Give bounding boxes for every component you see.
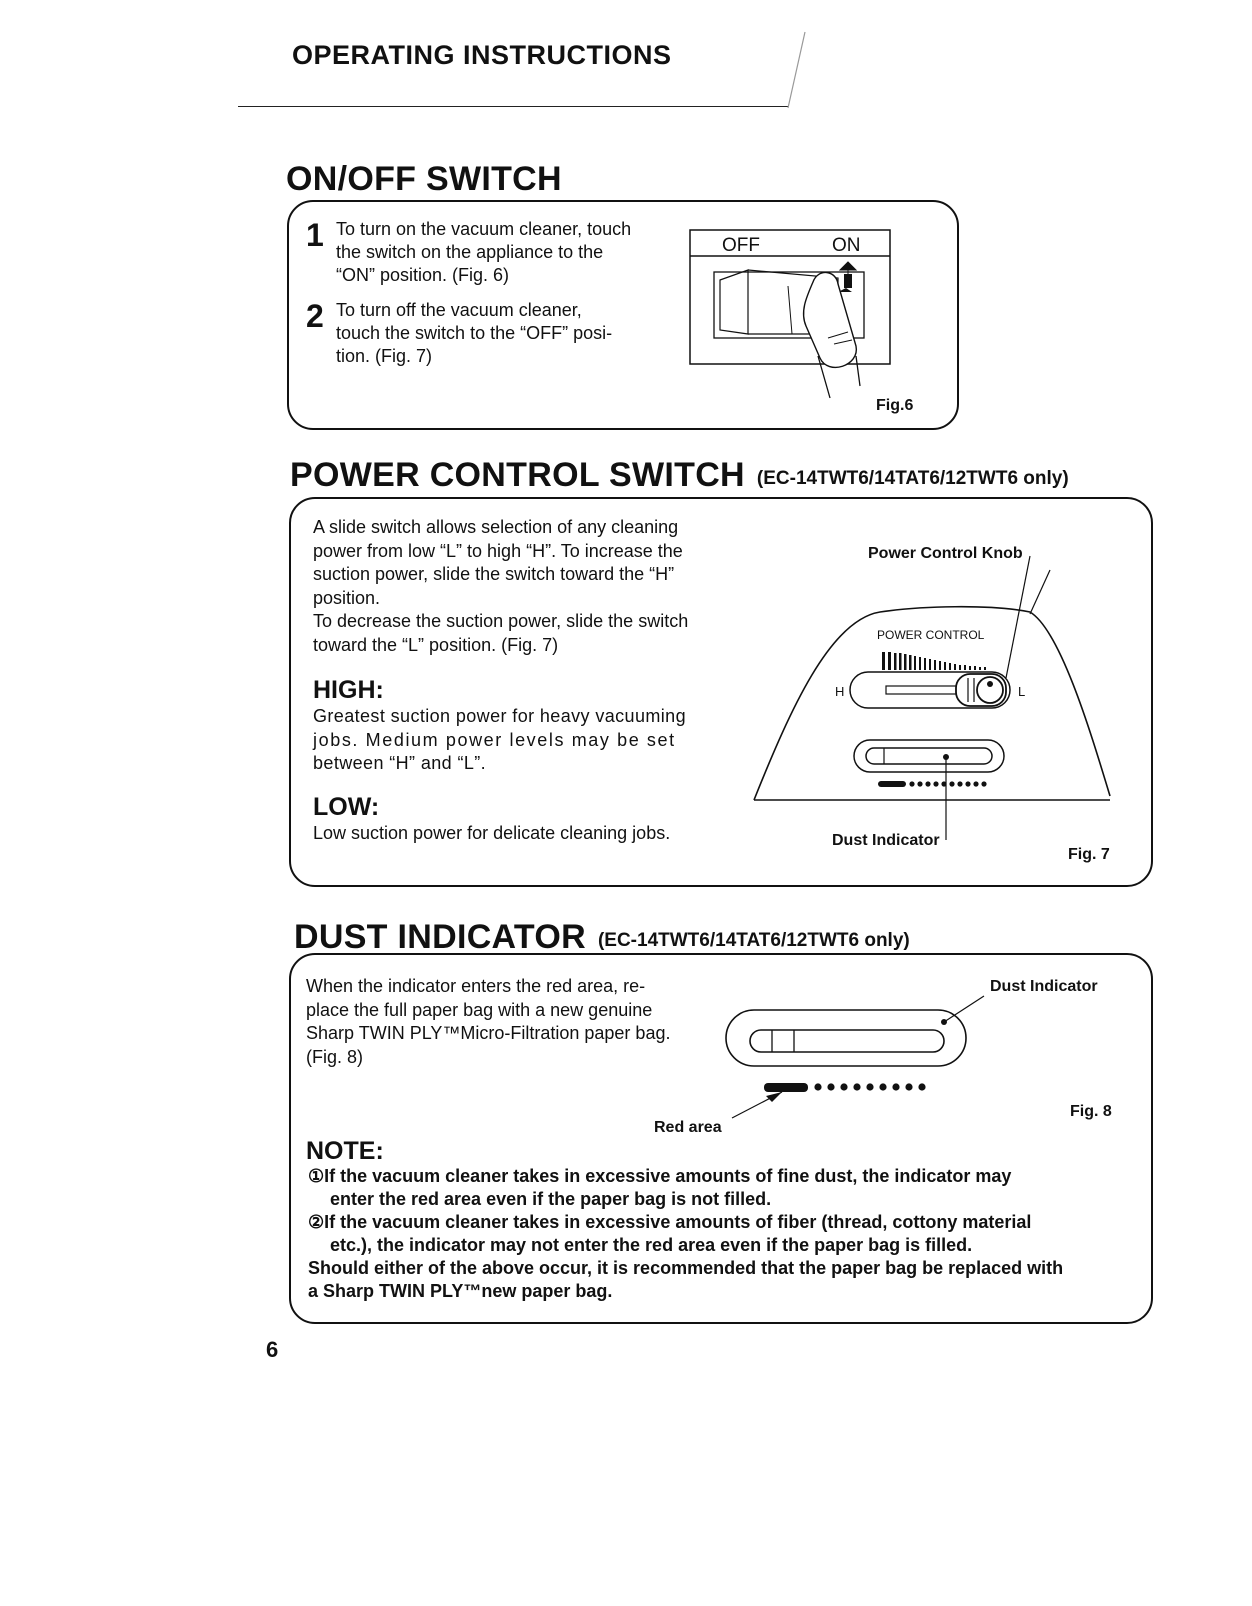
power-intro-line: position.	[313, 587, 381, 608]
fig7-power-control-illustration	[750, 560, 1120, 830]
power-heading-note: (EC-14TWT6/14TAT6/12TWT6 only)	[756, 468, 1069, 489]
power-intro-line: toward the “L” position. (Fig. 7)	[313, 634, 559, 655]
power-heading	[290, 456, 1069, 495]
note-line: Should either of the above occur, it is recommended that the paper bag be replaced with	[308, 1258, 1064, 1278]
power-l-label: L	[1018, 684, 1026, 699]
onoff-step1-line: “ON” position. (Fig. 6)	[336, 265, 510, 285]
fig7-dust-dots	[909, 781, 986, 786]
fig7-dust-label: Dust Indicator	[832, 832, 940, 849]
power-intro-line: power from low “L” to high “H”. To increase the	[313, 540, 683, 561]
power-panel-label: POWER CONTROL	[877, 628, 985, 642]
header-rule	[238, 106, 788, 107]
power-knob-label: Power Control Knob	[868, 545, 1023, 562]
note-line: a Sharp TWIN PLY™new paper bag.	[308, 1281, 613, 1301]
note-line: enter the red area even if the paper bag is not filled.	[330, 1189, 772, 1209]
dust-intro-line: (Fig. 8)	[306, 1046, 364, 1067]
fig8-dust-label: Dust Indicator	[990, 978, 1098, 995]
low-text	[313, 822, 733, 846]
header-title: OPERATING INSTRUCTIONS	[292, 40, 672, 70]
onoff-step1-line: To turn on the vacuum cleaner, touch	[336, 219, 632, 239]
dust-intro-line: Sharp TWIN PLY™Micro-Filtration paper bag.	[306, 1023, 671, 1043]
fig8-label: Fig. 8	[1070, 1103, 1112, 1120]
onoff-heading: ON/OFF SWITCH	[286, 160, 562, 198]
low-line: Low suction power for delicate cleaning jobs.	[313, 823, 671, 843]
dust-intro-line: When the indicator enters the red area, re-	[306, 976, 646, 996]
onoff-step1-text	[336, 218, 666, 287]
fig6-switch-illustration	[688, 226, 908, 406]
dust-heading-text: DUST INDICATOR	[294, 918, 586, 956]
power-heading-text: POWER CONTROL SWITCH	[290, 456, 745, 494]
note-line: etc.), the indicator may not enter the red area even if the paper bag is filled.	[330, 1235, 973, 1255]
high-text	[313, 705, 733, 776]
high-line: between “H” and “L”.	[313, 753, 487, 773]
fig6-label: Fig.6	[876, 397, 914, 414]
fig7-label: Fig. 7	[1068, 846, 1110, 863]
fig6-on-label: ON	[832, 235, 861, 256]
power-h-label: H	[835, 684, 845, 699]
fig6-off-label: OFF	[722, 235, 760, 256]
power-intro	[313, 516, 733, 657]
high-title: HIGH:	[313, 676, 384, 704]
onoff-step2-number: 2	[306, 298, 324, 334]
high-line: jobs. Medium power levels may be set	[313, 729, 676, 750]
note-line: ②If the vacuum cleaner takes in excessive amounts of fiber (thread, cottony material	[308, 1212, 1032, 1232]
low-title: LOW:	[313, 793, 380, 821]
dust-intro-line: place the full paper bag with a new genuine	[306, 999, 653, 1020]
power-intro-line: A slide switch allows selection of any cleaning	[313, 517, 679, 537]
power-intro-line: To decrease the suction power, slide the switch	[313, 611, 689, 631]
dust-heading-note: (EC-14TWT6/14TAT6/12TWT6 only)	[597, 930, 910, 951]
high-line: Greatest suction power for heavy vacuuming	[313, 706, 686, 726]
page-number: 6	[266, 1337, 279, 1362]
onoff-step2-line: tion. (Fig. 7)	[336, 346, 433, 366]
header-slash	[770, 30, 772, 110]
onoff-step2-text	[336, 299, 666, 368]
dust-intro	[306, 975, 726, 1069]
onoff-step2-line: To turn off the vacuum cleaner,	[336, 300, 582, 320]
onoff-step1-number: 1	[306, 217, 324, 253]
fig8-dust-dots	[814, 1083, 925, 1090]
fig8-dust-indicator-illustration	[720, 970, 1020, 1140]
fig8-red-area-label: Red area	[654, 1119, 722, 1136]
onoff-step2-line: touch the switch to the “OFF” posi-	[336, 323, 613, 343]
onoff-step1-line: the switch on the appliance to the	[336, 242, 604, 262]
note-title: NOTE:	[306, 1137, 384, 1165]
power-scale-bars	[882, 652, 986, 670]
note-line: ①If the vacuum cleaner takes in excessive amounts of fine dust, the indicator may	[308, 1166, 1012, 1186]
power-intro-line: suction power, slide the switch toward the “H”	[313, 564, 675, 584]
dust-heading	[294, 918, 910, 957]
